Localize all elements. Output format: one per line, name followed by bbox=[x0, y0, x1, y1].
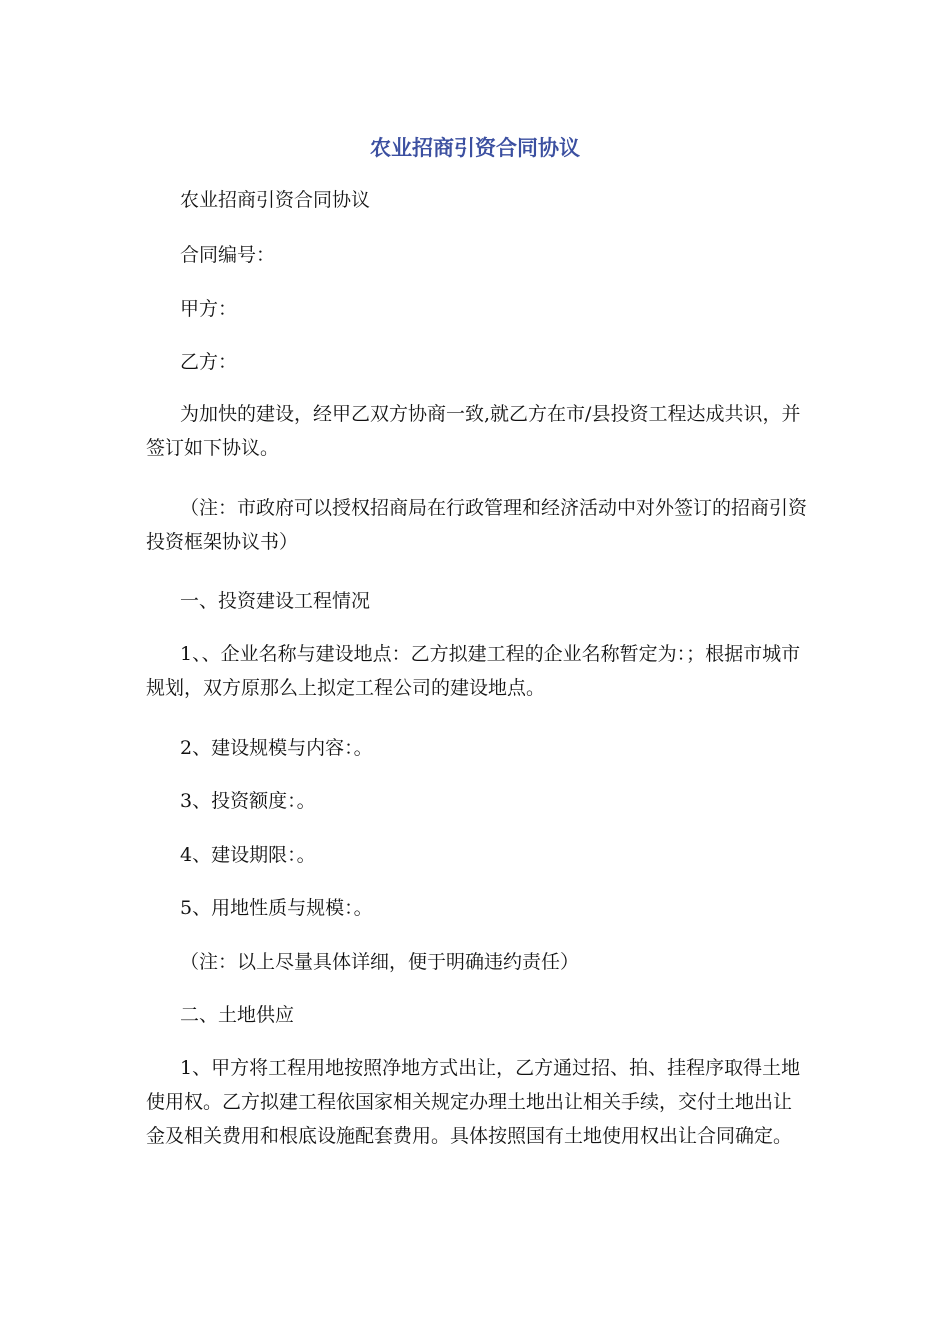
document-title: 农业招商引资合同协议 bbox=[370, 136, 580, 160]
clause-2-1: 1、甲方将工程用地按照净地方式出让，乙方通过招、拍、挂程序取得土地使用权。乙方拟建工程依国家相关规定办理土地出让相关手续，交付土地出让金及相关费用和根底设施配套费用。具体按照国有土地使用权出让合同确定。 bbox=[146, 1057, 801, 1147]
clause-1-1: 1、、企业名称与建设地点：乙方拟建工程的企业名称暂定为：；根据市城市规划，双方原那么上拟定工程公司的建设地点。 bbox=[146, 643, 801, 699]
note-paragraph-2: （注：以上尽量具体详细，便于明确违约责任） bbox=[180, 951, 580, 973]
clause-1-2: 2、建设规模与内容：。 bbox=[180, 737, 373, 759]
note-paragraph: （注：市政府可以授权招商局在行政管理和经济活动中对外签订的招商引资投资框架协议书） bbox=[146, 497, 808, 553]
preamble-paragraph: 为加快的建设，经甲乙双方协商一致,就乙方在市/县投资工程达成共识，并签订如下协议。 bbox=[146, 403, 801, 459]
clause-1-3: 3、投资额度：。 bbox=[180, 790, 316, 812]
party-b-line: 乙方： bbox=[180, 351, 238, 373]
party-a-line: 甲方： bbox=[180, 298, 238, 320]
clause-1-5: 5、用地性质与规模：。 bbox=[180, 897, 373, 919]
section-heading-1: 一、投资建设工程情况 bbox=[180, 590, 371, 612]
clause-1-4: 4、建设期限：。 bbox=[180, 844, 316, 866]
section-heading-2: 二、土地供应 bbox=[180, 1004, 295, 1026]
paragraph-heading: 农业招商引资合同协议 bbox=[180, 189, 371, 211]
contract-number-line: 合同编号： bbox=[180, 244, 276, 266]
